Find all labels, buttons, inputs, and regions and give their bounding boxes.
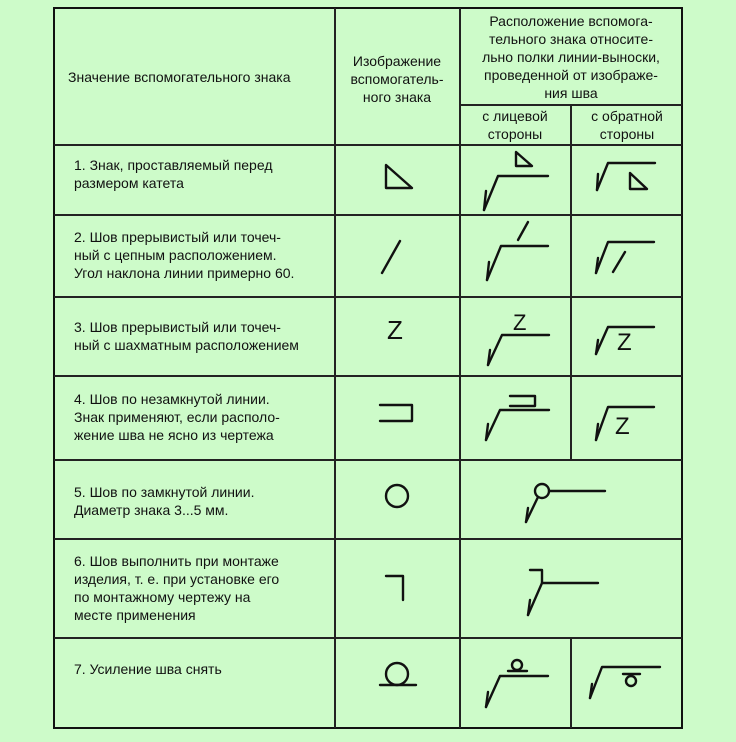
z-front-label: Z (513, 310, 527, 335)
header-meaning: Значение вспомогательного знака (68, 69, 291, 85)
z-icon: Z (387, 315, 403, 345)
leader-circle (526, 484, 605, 522)
header-front-side: с лицевой стороны (482, 108, 548, 142)
leader-flag (528, 570, 598, 615)
leader-front-slash (487, 222, 548, 280)
triangle-icon (386, 165, 412, 188)
row-5-text: 5. Шов по замкнутой линии. Диаметр знака 3...5 мм. (74, 484, 255, 518)
row-6-text: 6. Шов выполнить при монтаже изделия, т. е. при установке его по монтажному чертежу на месте применения (74, 553, 280, 623)
circle-icon (386, 485, 408, 507)
z-back-label-row4: Z (615, 413, 630, 440)
leader-back-slash (596, 242, 654, 273)
row-7-text: 7. Усиление шва снять (74, 661, 222, 677)
leader-front-bracket (486, 396, 549, 440)
z-back-label: Z (617, 329, 632, 356)
leader-front-z (488, 335, 549, 365)
row-2-text: 2. Шов прерывистый или точеч- ный с цепным расположением. Угол наклона линии примерно 60. (74, 229, 295, 281)
row-3-text: 3. Шов прерывистый или точеч- ный с шахматным расположением (74, 319, 299, 353)
corner-flag-icon (386, 576, 403, 600)
slash-icon (382, 241, 400, 273)
leader-front-circle (486, 660, 548, 707)
header-back-side: с обратной стороны (591, 108, 663, 142)
header-image: Изображение вспомогатель- ного знака (350, 53, 444, 105)
row-1-text: 1. Знак, проставляемый перед размером катета (74, 157, 273, 191)
open-bracket-icon (380, 405, 412, 421)
circle-on-line-icon (380, 663, 416, 685)
leader-front-triangle (484, 152, 548, 210)
row-4-text: 4. Шов по незамкнутой линии. Знак применяют, если располо- жение шва не ясно из чертежа (74, 391, 280, 443)
leader-back-circle (590, 667, 660, 698)
leader-back-triangle (597, 163, 655, 190)
header-location: Расположение вспомога- тельного знака относите- льно полки линии-выноски, проведенной от изображе- ния шва (482, 13, 660, 101)
